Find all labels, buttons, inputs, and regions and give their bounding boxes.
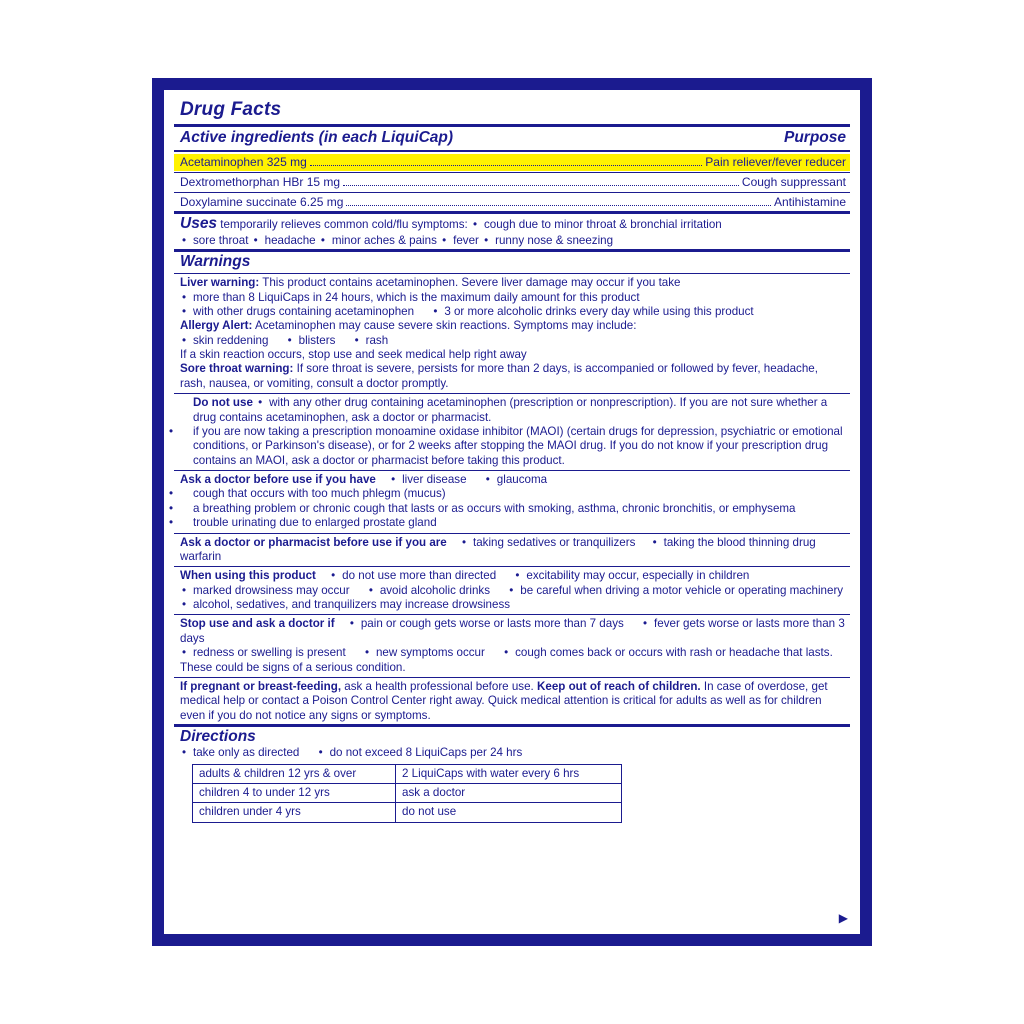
ingredient-name: Dextromethorphan HBr 15 mg [180, 174, 341, 189]
dosage-amount: ask a doctor [396, 784, 622, 803]
sore-throat-label: Sore throat warning: [180, 362, 294, 376]
leader-dots [343, 177, 739, 185]
dosage-table [192, 764, 622, 823]
do-not-use-item: • with any other drug containing acetaminophen (prescription or nonprescription). If you are not sure whether a drug contains acetaminophen, ask a doctor or pharmacist. [193, 396, 827, 423]
stop-use-section [174, 617, 850, 675]
ingredient-name: Doxylamine succinate 6.25 mg [180, 194, 344, 209]
ingredient-purpose: Antihistamine [773, 194, 846, 209]
ask-doctor-inline-item: • glaucoma [484, 473, 547, 486]
ask-doctor-label: Ask a doctor before use if you have [180, 473, 376, 487]
allergy-alert-text: Acetaminophen may cause severe skin reactions. Symptoms may include: [254, 319, 637, 333]
sore-throat-warning [174, 362, 850, 391]
uses-title: Uses [180, 215, 218, 233]
active-ingredients-header [174, 127, 850, 148]
pregnant-text: ask a health professional before use. [344, 679, 534, 693]
drug-facts-label [152, 78, 872, 946]
liver-warning-bullet: • with other drugs containing acetaminophen [180, 305, 414, 318]
ask-pharmacist-item: • taking sedatives or tranquilizers [460, 536, 635, 549]
divider-after-ask-doctor [174, 533, 850, 534]
page-title: Drug Facts [180, 99, 282, 120]
directions-title: Directions [180, 728, 256, 746]
stop-use-item: • pain or cough gets worse or lasts more than 7 days [348, 617, 624, 630]
stop-use-item: • cough comes back or occurs with rash or headache that lasts. [502, 646, 833, 659]
directions-bullets [174, 746, 850, 760]
liver-warning [174, 276, 850, 319]
ingredient-purpose: Cough suppressant [741, 174, 846, 189]
uses-item: • runny nose & sneezing [482, 234, 613, 247]
do-not-use-item: • if you are now taking a prescription monoamine oxidase inhibitor (MAOI) (certain drugs for depression, psychiatric or emotional conditions, or Parkinson's disease), or for 2 weeks after stopping the MAOI drug. If you do not know if your prescription drug contains an MAOI, ask a doctor or pharmacist before taking this product. [180, 425, 843, 467]
divider-after-ask-pharmacist [174, 566, 850, 567]
ask-doctor-bullet: • trouble urinating due to enlarged prostate gland [180, 516, 437, 529]
stop-use-item: • fever gets worse or lasts more than 3 days [180, 617, 845, 644]
active-ingredients-label: Active ingredients (in each LiquiCap) [180, 128, 454, 146]
liver-warning-bullet: • more than 8 LiquiCaps in 24 hours, which is the maximum daily amount for this product [180, 291, 640, 304]
divider-ing-1 [174, 172, 850, 173]
keep-out-of-reach-text: In case of overdose, get medical help or contact a Poison Control Center right away. Quick medical attention is critical for adults as well as for children even if you do not notice any signs or symptoms. [180, 679, 828, 722]
uses-section [174, 214, 850, 233]
allergy-alert-label: Allergy Alert: [180, 319, 253, 333]
when-using-label: When using this product [180, 569, 316, 583]
directions-bullet: • do not exceed 8 LiquiCaps per 24 hrs [317, 746, 523, 759]
dosage-age: children under 4 yrs [193, 803, 396, 822]
dosage-amount: 2 LiquiCaps with water every 6 hrs [396, 764, 622, 783]
uses-second-line [174, 234, 850, 248]
ask-doctor-bullet: • a breathing problem or chronic cough that lasts or as occurs with smoking, asthma, chronic bronchitis, or emphysema [180, 502, 796, 515]
allergy-bullet: • skin reddening [180, 334, 268, 347]
continue-arrow-icon: ▶ [838, 911, 848, 926]
stop-use-label: Stop use and ask a doctor if [180, 617, 335, 631]
divider-under-warnings-title [174, 273, 850, 274]
purpose-label: Purpose [783, 128, 846, 146]
allergy-bullet: • rash [353, 334, 389, 347]
allergy-alert [174, 319, 850, 362]
table-row [193, 784, 622, 803]
when-using-item: • excitability may occur, especially in children [513, 569, 749, 582]
divider-after-when-using [174, 614, 850, 615]
when-using-item: • do not use more than directed [329, 569, 496, 582]
stop-use-item: • new symptoms occur [363, 646, 485, 659]
when-using-item: • avoid alcoholic drinks [367, 584, 490, 597]
ingredient-row [174, 154, 850, 171]
stop-use-footer: These could be signs of a serious condition. [180, 660, 406, 674]
when-using-item: • be careful when driving a motor vehicle or operating machinery [507, 584, 843, 597]
warnings-title: Warnings [180, 252, 251, 270]
pregnancy-keepout-section [174, 680, 850, 723]
uses-lead: temporarily relieves common cold/flu symptoms: [220, 218, 468, 232]
table-row [193, 764, 622, 783]
do-not-use-label: Do not use [193, 396, 253, 410]
dosage-amount: do not use [396, 803, 622, 822]
divider-after-stop-use [174, 677, 850, 678]
ask-pharmacist-label: Ask a doctor or pharmacist before use if you are [180, 535, 447, 549]
directions-bullet: • take only as directed [180, 746, 299, 759]
ask-doctor-inline-item: • liver disease [389, 473, 466, 486]
when-using-section [174, 569, 850, 612]
divider-after-do-not-use [174, 470, 850, 471]
allergy-bullet: • blisters [286, 334, 336, 347]
divider-ing-2 [174, 192, 850, 193]
stop-use-item: • redness or swelling is present [180, 646, 346, 659]
leader-dots [310, 158, 703, 166]
keep-out-of-reach-label: Keep out of reach of children. [537, 679, 701, 693]
ingredient-purpose: Pain reliever/fever reducer [705, 154, 846, 169]
when-using-item: • marked drowsiness may occur [180, 584, 350, 597]
allergy-footer: If a skin reaction occurs, stop use and seek medical help right away [180, 348, 527, 362]
ingredient-name: Acetaminophen 325 mg [180, 154, 307, 169]
uses-item: • fever [440, 234, 479, 247]
pregnant-label: If pregnant or breast-feeding, [180, 679, 342, 693]
liver-warning-label: Liver warning: [180, 276, 260, 290]
divider-after-sore-throat [174, 393, 850, 394]
ingredient-row [174, 174, 850, 191]
ask-doctor-section [174, 473, 850, 531]
ask-pharmacist-item: • taking the blood thinning drug warfarin [180, 536, 816, 563]
when-using-item: • alcohol, sedatives, and tranquilizers may increase drowsiness [180, 598, 510, 611]
ask-doctor-bullet: • cough that occurs with too much phlegm (mucus) [180, 487, 446, 500]
leader-dots [346, 197, 771, 205]
table-row [193, 803, 622, 822]
sore-throat-text: If sore throat is severe, persists for more than 2 days, is accompanied or followed by fever, headache, rash, nausea, or vomiting, consult a doctor promptly. [180, 362, 818, 390]
ask-pharmacist-section [174, 536, 850, 565]
do-not-use-section [174, 396, 850, 468]
drug-facts-inner [163, 89, 861, 935]
divider-under-active [174, 150, 850, 152]
liver-warning-bullet: • 3 or more alcoholic drinks every day while using this product [431, 305, 753, 318]
uses-item: • sore throat [180, 234, 248, 247]
uses-item: • cough due to minor throat & bronchial irritation [471, 218, 722, 231]
liver-warning-text: This product contains acetaminophen. Severe liver damage may occur if you take [262, 276, 681, 290]
dosage-age: adults & children 12 yrs & over [193, 764, 396, 783]
uses-item: • minor aches & pains [319, 234, 437, 247]
ingredient-row [174, 194, 850, 211]
uses-item: • headache [252, 234, 316, 247]
dosage-age: children 4 to under 12 yrs [193, 784, 396, 803]
